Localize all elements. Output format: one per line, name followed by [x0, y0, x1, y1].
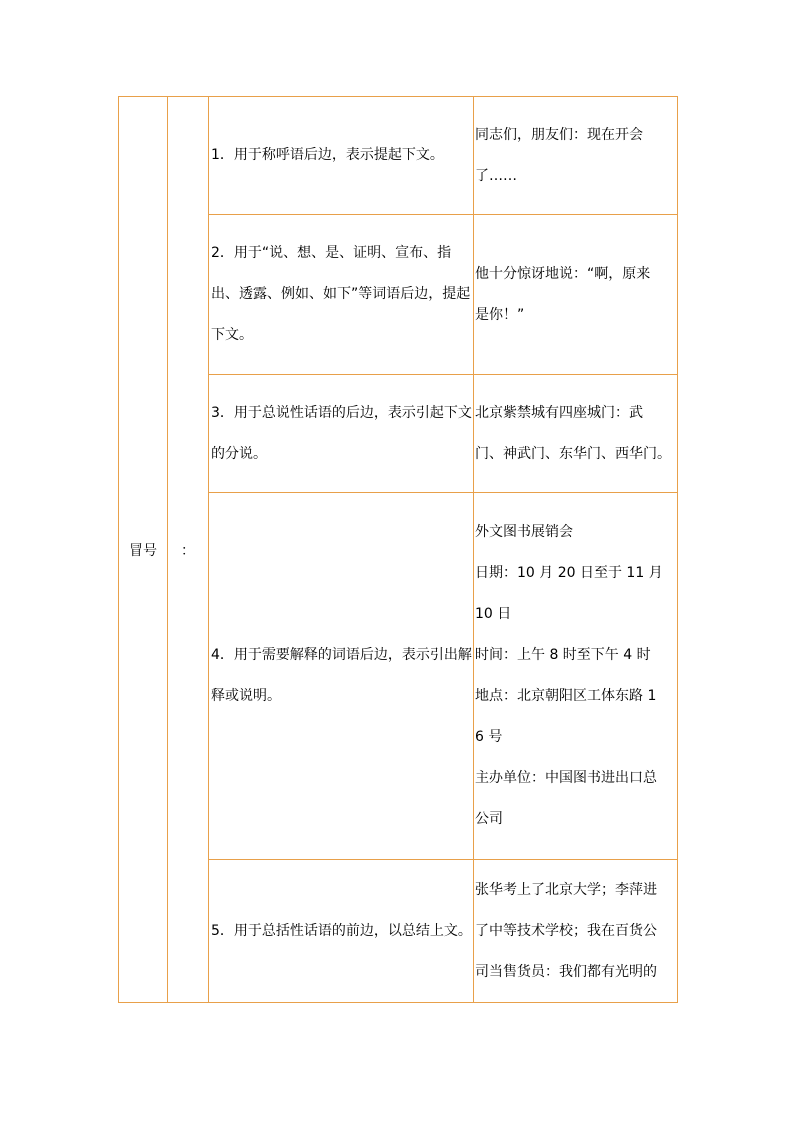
symbol-label: ： — [181, 542, 195, 559]
example-line: 地点：北京朝阳区工体东路 1 — [475, 688, 657, 704]
example-cell — [474, 215, 678, 375]
usage-text: 5．用于总括性话语的前边，以总结上文。 — [211, 922, 472, 939]
example-line: 公司 — [475, 811, 503, 827]
example-line: 张华考上了北京大学；李萍进 — [475, 881, 657, 898]
category-cell — [119, 97, 168, 1003]
example-line: 同志们，朋友们：现在开会 — [475, 126, 643, 143]
usage-cell — [209, 97, 474, 215]
example-line: 了中等技术学校；我在百货公 — [475, 922, 657, 939]
usage-text: 3．用于总说性话语的后边，表示引起下文的分说。 — [211, 404, 472, 462]
usage-cell — [209, 375, 474, 493]
example-line: 时间：上午 8 时至下午 4 时 — [475, 647, 651, 663]
usage-cell — [209, 215, 474, 375]
example-line: 外文图书展销会 — [475, 524, 573, 540]
example-line: 北京紫禁城有四座城门：武 — [475, 404, 643, 421]
category-label: 冒号 — [129, 542, 157, 559]
example-line: 6 号 — [475, 729, 503, 745]
table-row — [119, 97, 678, 215]
example-line: 是你！” — [475, 306, 525, 323]
example-line: 主办单位：中国图书进出口总 — [475, 770, 657, 786]
example-line: 10 日 — [475, 606, 512, 622]
usage-text: 1．用于称呼语后边，表示提起下文。 — [211, 147, 444, 163]
usage-cell — [209, 493, 474, 860]
example-line: 他十分惊讶地说：“啊，原来 — [475, 265, 651, 282]
example-line: 了…… — [475, 167, 517, 184]
symbol-cell — [168, 97, 209, 1003]
example-cell — [474, 493, 678, 860]
example-cell — [474, 97, 678, 215]
example-cell — [474, 375, 678, 493]
example-line: 日期：10 月 20 日至于 11 月 — [475, 565, 663, 581]
punctuation-table — [118, 96, 678, 1003]
example-cell — [474, 860, 678, 1003]
example-line: 门、神武门、东华门、西华门。 — [475, 445, 671, 462]
usage-cell — [209, 860, 474, 1003]
usage-text: 4．用于需要解释的词语后边，表示引出解释或说明。 — [211, 647, 472, 704]
example-line: 司当售货员：我们都有光明的 — [475, 963, 657, 980]
usage-text: 2．用于“说、想、是、证明、宣布、指出、透露、例如、如下”等词语后边，提起下文。 — [211, 245, 471, 343]
